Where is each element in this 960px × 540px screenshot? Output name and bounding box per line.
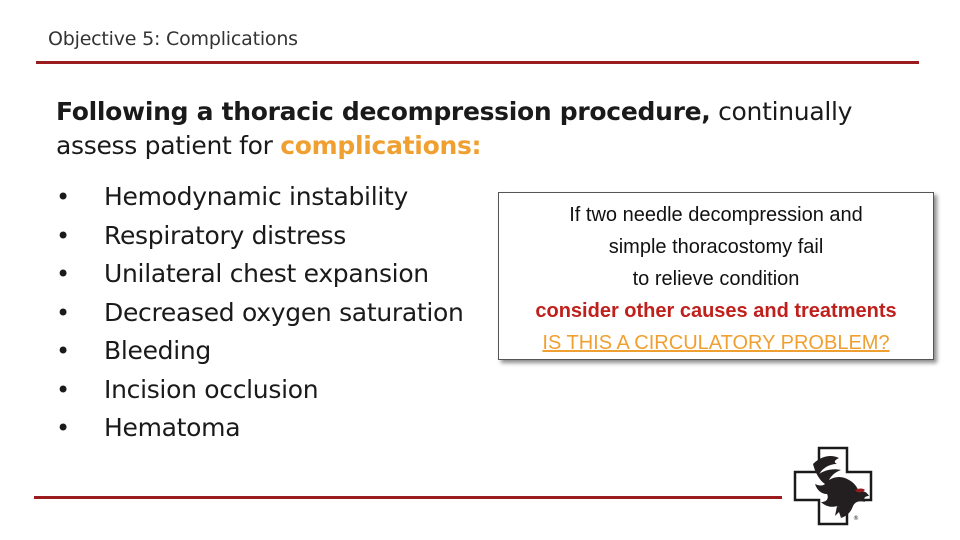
callout-line-2: simple thoracostomy fail: [608, 236, 824, 258]
list-item: [56, 178, 464, 217]
bullet-icon: •: [56, 414, 70, 442]
top-divider: [36, 61, 919, 64]
list-item-label: Bleeding: [104, 336, 211, 365]
callout-line-4: consider other causes and treatments: [535, 300, 897, 322]
list-item-label: Unilateral chest expansion: [104, 259, 429, 288]
bullet-icon: •: [56, 260, 70, 288]
eagle-cross-logo-icon: [793, 446, 873, 528]
list-item-label: Hematoma: [104, 413, 241, 442]
intro-bold-text: Following a thoracic decompression procedure,: [56, 97, 711, 126]
intro-paragraph: [56, 95, 876, 163]
bullet-icon: •: [56, 183, 70, 211]
bullet-icon: •: [56, 337, 70, 365]
list-item: [56, 332, 464, 371]
list-item: [56, 255, 464, 294]
list-item: [56, 409, 464, 448]
callout-line-5: IS THIS A CIRCULATORY PROBLEM?: [542, 332, 890, 354]
intro-accent-text: complications:: [280, 131, 482, 160]
bullet-icon: •: [56, 298, 70, 327]
list-item-label: Respiratory distress: [104, 220, 346, 250]
complications-list: [56, 178, 464, 448]
bottom-divider: [34, 496, 782, 499]
callout-box: [498, 192, 934, 360]
registered-mark: ®: [853, 515, 859, 522]
slide-header-title: Objective 5: Complications: [48, 28, 298, 50]
list-item-label: Decreased oxygen saturation: [104, 297, 464, 327]
list-item-label: Incision occlusion: [104, 374, 319, 404]
list-item-label: Hemodynamic instability: [104, 182, 408, 211]
bullet-icon: •: [56, 221, 70, 250]
intro-plain-text: continually assess patient for: [56, 97, 853, 160]
callout-line-1: If two needle decompression and: [569, 204, 863, 226]
list-item: [56, 294, 464, 333]
list-item: [56, 371, 464, 410]
list-item: [56, 217, 464, 256]
bullet-icon: •: [56, 375, 70, 404]
callout-line-3: to relieve condition: [632, 268, 800, 290]
